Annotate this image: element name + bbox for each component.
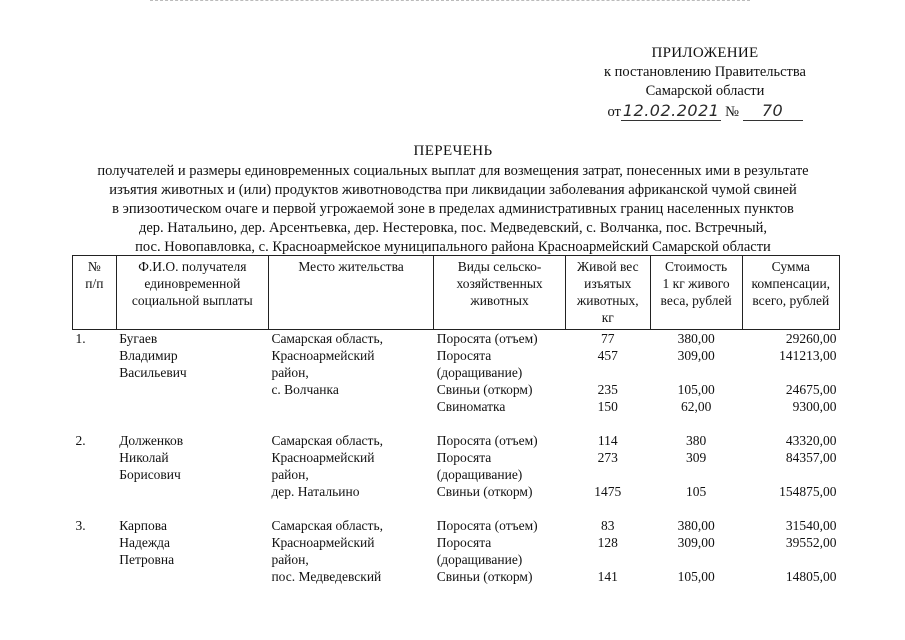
live-weight: 1475 (594, 484, 622, 499)
compensation-sum: 14805,00 (785, 569, 837, 584)
price-per-kg: 105 (686, 484, 707, 499)
live-weight: 150 (597, 399, 618, 414)
animal-kind: Поросята (436, 450, 492, 465)
recipient-number: 2. (75, 433, 86, 448)
empty-cell (565, 500, 650, 517)
table-row (73, 534, 840, 551)
recipient-address-part: Красноармейский (271, 450, 375, 465)
recipients-table (72, 255, 840, 585)
empty-cell (650, 364, 742, 381)
table-row (73, 364, 840, 381)
empty-cell (268, 500, 433, 517)
price-per-kg: 380 (686, 433, 707, 448)
recipient-number: 3. (75, 518, 86, 533)
empty-cell (434, 500, 566, 517)
animal-kind: Свиньи (откорм) (436, 382, 533, 397)
table-row (73, 347, 840, 364)
compensation-sum: 29260,00 (785, 331, 837, 346)
appendix-line-1: к постановлению Правительства (604, 64, 806, 80)
recipient-name-part: Надежда (119, 535, 171, 550)
compensation-sum: 84357,00 (785, 450, 837, 465)
empty-cell (565, 551, 650, 568)
table-body (73, 330, 840, 586)
heading-line-2: изъятия животных и (или) продуктов животноводства при ликвидации заболевания африканской чумой свиней (109, 182, 797, 198)
compensation-sum: 24675,00 (785, 382, 837, 397)
empty-cell (742, 551, 839, 568)
recipient-address-part: пос. Медведевский (271, 569, 382, 584)
live-weight: 141 (597, 569, 618, 584)
table-row (73, 483, 840, 500)
animal-kind-continued: (доращивание) (436, 467, 523, 482)
price-per-kg: 309 (686, 450, 707, 465)
recipient-address-part: Красноармейский (271, 348, 375, 363)
recipient-number: 1. (75, 331, 86, 346)
animal-kind: Поросята (436, 348, 492, 363)
animal-kind: Свиноматка (436, 399, 506, 414)
list-title: ПЕРЕЧЕНЬ (413, 143, 493, 159)
recipient-address-part: район, (271, 365, 309, 380)
table-row (73, 330, 840, 348)
empty-cell (73, 551, 117, 568)
price-per-kg: 105,00 (677, 382, 715, 397)
price-per-kg: 105,00 (677, 569, 715, 584)
empty-cell (73, 381, 117, 398)
empty-cell (742, 500, 839, 517)
table-row (73, 568, 840, 585)
empty-cell (73, 398, 117, 415)
empty-cell (268, 415, 433, 432)
empty-cell (73, 449, 117, 466)
recipient-name-part: Долженков (119, 433, 184, 448)
empty-cell (742, 466, 839, 483)
handwritten-number: 70 (743, 101, 803, 121)
empty-cell (73, 347, 117, 364)
header-num: № п/п (73, 256, 117, 330)
recipient-name-part: Борисович (119, 467, 181, 482)
compensation-sum: 141213,00 (779, 348, 837, 363)
recipient-address-part: дер. Натальино (271, 484, 360, 499)
table-header (73, 256, 840, 330)
price-per-kg: 380,00 (677, 331, 715, 346)
empty-cell (116, 500, 268, 517)
animal-kind: Поросята (отъем) (436, 518, 538, 533)
empty-cell (116, 398, 268, 415)
header-weight: Живой вес изъятых животных, кг (565, 256, 650, 330)
empty-cell (650, 500, 742, 517)
price-per-kg: 309,00 (677, 348, 715, 363)
empty-cell (565, 364, 650, 381)
recipient-address-part: Самарская область, (271, 518, 383, 533)
table-row (73, 517, 840, 534)
recipient-name-part: Петровна (119, 552, 175, 567)
heading-line-5: пос. Новопавловка, с. Красноармейское муниципального района Красноармейский Самарской области (135, 239, 771, 255)
animal-kind-continued: (доращивание) (436, 552, 523, 567)
table-row (73, 432, 840, 449)
animal-kind-continued: (доращивание) (436, 365, 523, 380)
compensation-sum: 31540,00 (785, 518, 837, 533)
live-weight: 128 (597, 535, 618, 550)
recipient-address-part: Самарская область, (271, 433, 383, 448)
recipient-address-part: Красноармейский (271, 535, 375, 550)
empty-cell (650, 551, 742, 568)
live-weight: 77 (601, 331, 615, 346)
live-weight: 273 (597, 450, 618, 465)
header-kind: Виды сельско- хозяйственных животных (434, 256, 566, 330)
recipient-address-part: Самарская область, (271, 331, 383, 346)
header-row (73, 256, 840, 330)
table-row (73, 449, 840, 466)
table-row (73, 381, 840, 398)
animal-kind: Поросята (отъем) (436, 331, 538, 346)
spacer-row (73, 415, 840, 432)
recipient-address-part: район, (271, 552, 309, 567)
recipient-name-part: Васильевич (119, 365, 187, 380)
header-name: Ф.И.О. получателя единовременной социальной выплаты (116, 256, 268, 330)
recipient-address-part: с. Волчанка (271, 382, 339, 397)
empty-cell (650, 466, 742, 483)
live-weight: 83 (601, 518, 615, 533)
empty-cell (73, 500, 117, 517)
recipient-name-part: Николай (119, 450, 169, 465)
animal-kind: Свиньи (откорм) (436, 569, 533, 584)
scan-edge-artifact (150, 0, 750, 3)
empty-cell (565, 466, 650, 483)
empty-cell (565, 415, 650, 432)
compensation-sum: 9300,00 (792, 399, 837, 414)
recipient-name-part: Бугаев (119, 331, 158, 346)
recipient-name-part: Карпова (119, 518, 167, 533)
handwritten-date: 12.02.2021 (622, 101, 720, 120)
empty-cell (73, 364, 117, 381)
empty-cell (116, 483, 268, 500)
empty-cell (73, 534, 117, 551)
recipient-address-part: район, (271, 467, 309, 482)
recipient-name-part: Владимир (119, 348, 178, 363)
spacer-row (73, 500, 840, 517)
header-address: Место жительства (268, 256, 433, 330)
appendix-title: ПРИЛОЖЕНИЕ (651, 45, 759, 61)
appendix-block (560, 44, 850, 122)
live-weight: 235 (597, 382, 618, 397)
animal-kind: Поросята (отъем) (436, 433, 538, 448)
date-prefix: от (607, 104, 621, 120)
compensation-sum: 43320,00 (785, 433, 837, 448)
header-sum: Сумма компенсации, всего, рублей (742, 256, 839, 330)
animal-kind: Поросята (436, 535, 492, 550)
compensation-sum: 39552,00 (785, 535, 837, 550)
heading-line-1: получателей и размеры единовременных социальных выплат для возмещения затрат, понесенных ими в результате (97, 163, 809, 179)
header-price: Стоимость 1 кг живого веса, рублей (650, 256, 742, 330)
animal-kind: Свиньи (откорм) (436, 484, 533, 499)
empty-cell (116, 568, 268, 585)
empty-cell (742, 415, 839, 432)
table-row (73, 466, 840, 483)
price-per-kg: 309,00 (677, 535, 715, 550)
empty-cell (73, 568, 117, 585)
empty-cell (116, 381, 268, 398)
number-prefix: № (725, 104, 739, 120)
empty-cell (73, 483, 117, 500)
price-per-kg: 380,00 (677, 518, 715, 533)
appendix-line-2: Самарской области (645, 83, 765, 99)
empty-cell (116, 415, 268, 432)
compensation-sum: 154875,00 (779, 484, 837, 499)
empty-cell (73, 415, 117, 432)
live-weight: 114 (597, 433, 618, 448)
empty-cell (73, 466, 117, 483)
heading-line-4: дер. Натальино, дер. Арсентьевка, дер. Нестеровка, пос. Медведевский, с. Волчанка, пос. Встречный, (138, 220, 768, 236)
empty-cell (742, 364, 839, 381)
heading-line-3: в эпизоотическом очаге и первой угрожаемой зоне в пределах административных границ населенных пунктов (112, 201, 794, 217)
table-row (73, 398, 840, 415)
empty-cell (650, 415, 742, 432)
empty-cell (268, 398, 433, 415)
live-weight: 457 (597, 348, 618, 363)
table-row (73, 551, 840, 568)
appendix-date-line (560, 101, 850, 122)
list-heading (40, 142, 866, 257)
empty-cell (434, 415, 566, 432)
price-per-kg: 62,00 (680, 399, 712, 414)
